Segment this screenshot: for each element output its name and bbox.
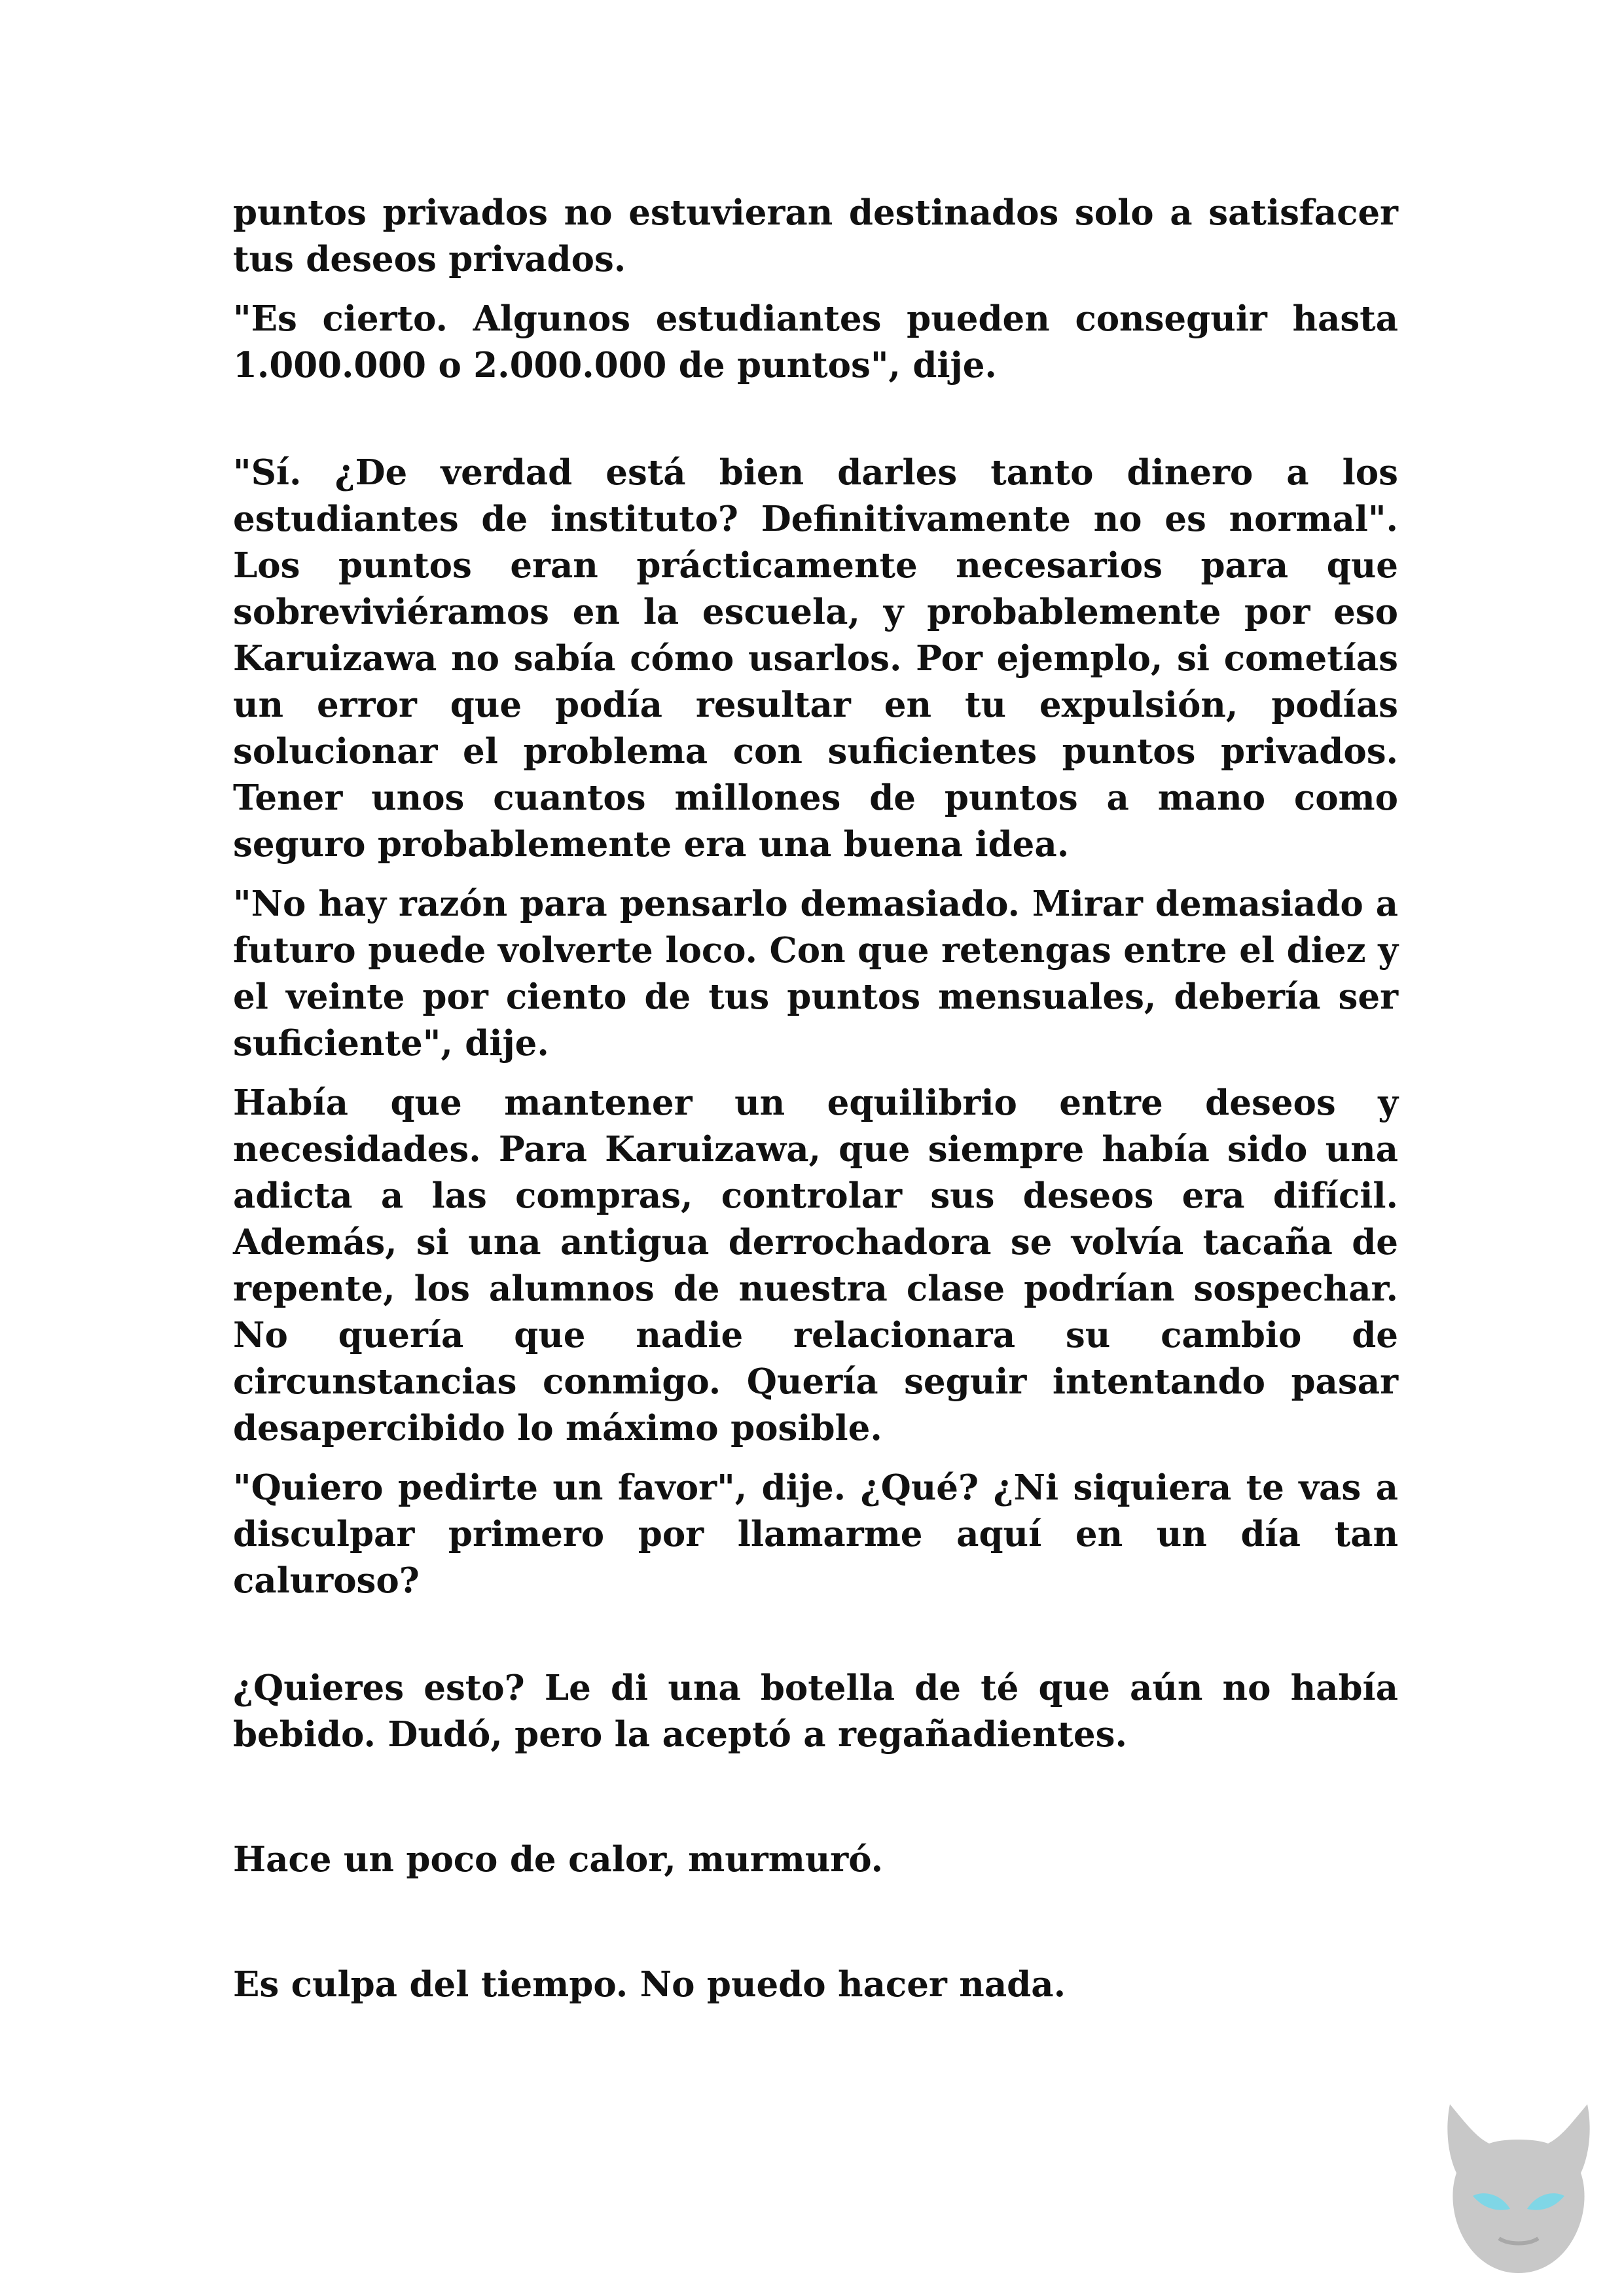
paragraph-3: "Sí. ¿De verdad está bien darles tanto dinero a los estudiantes de instituto? Definitivamente no es normal". Los puntos eran prácticamente necesarios para que sobreviviéramos en la escuela, y probablemente por eso Karuizawa no sabía cómo usarlos. Por ejemplo, si cometías un error que podía resultar en tu expulsión, podías solucionar el problema con suficientes puntos privados. Tener unos cuantos millones de puntos a mano como seguro probablemente era una buena idea. — [233, 452, 1398, 865]
paragraph-6: "Quiero pedirte un favor", dije. ¿Qué? ¿Ni siquiera te vas a disculpar primero por llamarme aquí en un día tan caluroso? — [233, 1467, 1398, 1601]
paragraph-5: Había que mantener un equilibrio entre deseos y necesidades. Para Karuizawa, que siempre había sido una adicta a las compras, controlar sus deseos era difícil. Además, si una antigua derrochadora se volvía tacaña de repente, los alumnos de nuestra clase podrían sospechar. No quería que nadie relacionara su cambio de circunstancias conmigo. Quería seguir intentando pasar desapercibido lo máximo posible. — [233, 1083, 1398, 1448]
demon-head-icon — [1437, 2098, 1600, 2274]
paragraph-9: Es culpa del tiempo. No puedo hacer nada. — [233, 1964, 1066, 2005]
paragraph-7: ¿Quieres esto? Le di una botella de té que aún no había bebido. Dudó, pero la aceptó a regañadientes. — [233, 1668, 1398, 1755]
paragraph-1: puntos privados no estuvieran destinados solo a satisfacer tus deseos privados. — [233, 192, 1398, 279]
paragraph-4: "No hay razón para pensarlo demasiado. Mirar demasiado a futuro puede volverte loco. Con que retengas entre el diez y el veinte por ciento de tus puntos mensuales, debería ser suficiente", dije. — [233, 884, 1398, 1064]
paragraph-8: Hace un poco de calor, murmuró. — [233, 1839, 884, 1880]
document-body — [233, 190, 1398, 2008]
paragraph-2: "Es cierto. Algunos estudiantes pueden conseguir hasta 1.000.000 o 2.000.000 de puntos", dije. — [233, 298, 1398, 386]
